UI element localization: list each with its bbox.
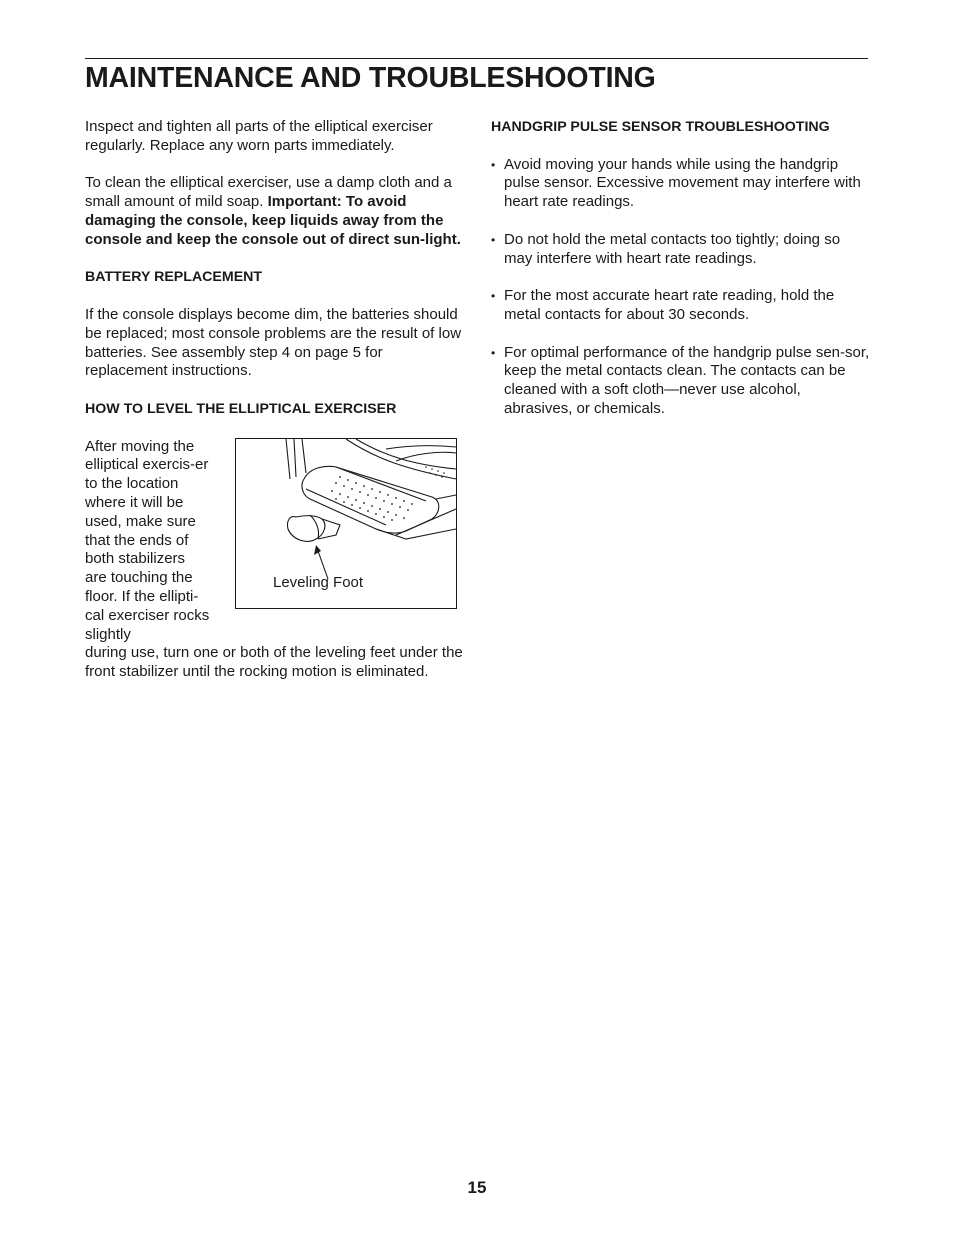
leveling-foot-figure	[235, 438, 457, 609]
tip-text: Avoid moving your hands while using the handgrip pulse sensor. Excessive movement may interfere with heart rate readings.	[504, 155, 861, 211]
cleaning-important-text: Important: To avoid damaging the console, keep liquids away from the console and keep the console out of direct sun-light.	[85, 193, 461, 248]
battery-heading: BATTERY REPLACEMENT	[85, 269, 263, 286]
cleaning-paragraph	[85, 174, 465, 249]
tip-text: For the most accurate heart rate reading, hold the metal contacts for about 30 seconds.	[504, 287, 835, 323]
bullet-icon: •	[491, 345, 496, 360]
bullet-icon: •	[491, 232, 496, 247]
leveling-paragraph-wrapped: After moving the elliptical exercis-er to the location where it will be used, make sure that the ends of both stabilizers are touching the floor. If the ellipti-cal exerciser rocks slightly	[85, 437, 210, 643]
cleaning-text: To clean the elliptical exerciser, use a damp cloth and a small amount of mild soap.	[85, 174, 452, 211]
bullet-icon: •	[491, 289, 496, 304]
tip-text: Do not hold the metal contacts too tightly; doing so may interfere with heart rate readings.	[504, 230, 841, 267]
list-item	[491, 156, 871, 212]
leveling-paragraph-rest: during use, turn one or both of the leveling feet under the front stabilizer until the rocking motion is eliminated.	[85, 644, 463, 681]
page-title: MAINTENANCE AND TROUBLESHOOTING	[85, 62, 656, 94]
leveling-foot-label: Leveling Foot	[273, 573, 364, 591]
bullet-icon: •	[491, 157, 496, 172]
left-column	[85, 118, 465, 682]
pulse-sensor-tips	[491, 156, 871, 419]
list-item	[491, 231, 871, 269]
tip-text: For optimal performance of the handgrip pulse sen-sor, keep the metal contacts clean. The contacts can be cleaned with a soft cloth—never use alcohol, abrasives, or chemicals.	[504, 343, 870, 417]
leveling-heading: HOW TO LEVEL THE ELLIPTICAL EXERCISER	[85, 400, 397, 417]
battery-paragraph: If the console displays become dim, the batteries should be replaced; most console problems are the result of low batteries. See assembly step 4 on page 5 for replacement instructions.	[85, 305, 462, 380]
intro-paragraph: Inspect and tighten all parts of the elliptical exerciser regularly. Replace any worn parts immediately.	[85, 118, 433, 154]
pulse-sensor-heading: HANDGRIP PULSE SENSOR TROUBLESHOOTING	[491, 119, 830, 135]
header-rule	[85, 58, 868, 59]
page-number: 15	[467, 1178, 487, 1197]
list-item	[491, 344, 871, 419]
leveling-section	[85, 438, 465, 682]
right-column	[491, 118, 871, 438]
list-item	[491, 287, 871, 325]
